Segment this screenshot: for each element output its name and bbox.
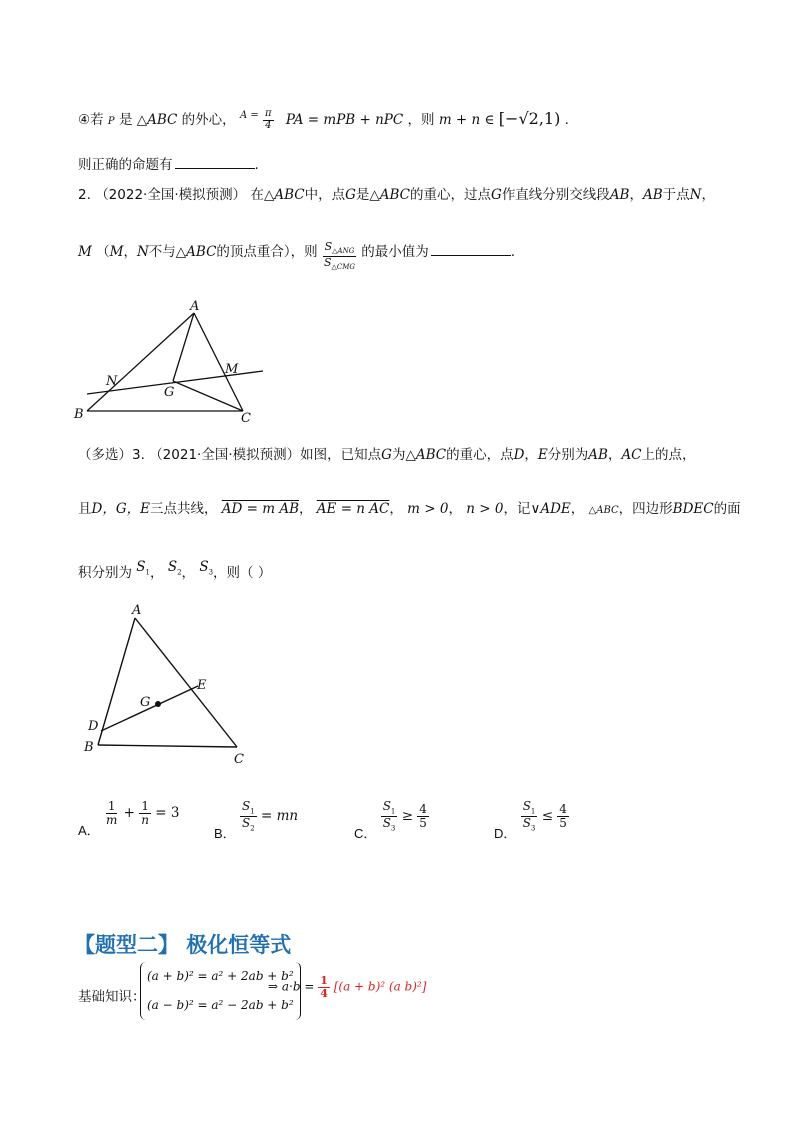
option-d-label: D． [494,826,517,842]
q2-text-e: 作直线分别交线段 [501,187,610,203]
option-a-frac1: $\frac{1}{m}$ [105,799,118,827]
q2-text-g: 不与 [148,244,176,260]
identity-sum: (a + b)² = a² + 2ab + b² [147,969,294,983]
q3-dge: D，G，E [91,501,150,517]
item4-circum: 的外心， [181,112,236,128]
side-bc-2 [98,745,237,747]
q3-text-g: 上的点， [641,447,696,463]
quarter-den: 4 [320,986,328,1000]
label-a: A [190,300,200,314]
m-plus-n: m + n ∈ [438,112,495,128]
q3-g: G [381,447,392,463]
section-title: 【题型二】 极化恒等式 [74,933,292,957]
option-b-frac: $\frac{S_1}{S_2}$ [241,799,255,833]
cond-n: n > 0 [466,501,504,517]
triangle-abc: △ABC [136,112,178,128]
vector-ad: AD = m AB [221,501,299,517]
s2: S [167,559,178,575]
q2-triangle-2: △ABC [369,187,411,203]
formula-lhs: ⇒ a·b = [268,979,315,994]
q2-g: G [345,187,356,203]
point-p: P [107,116,115,127]
vector-equation: PA = mPB + nPC [285,112,404,128]
option-d[interactable]: D． $\frac{S_1}{S_3}$ ≤ $\frac{4}{5}$ [494,799,567,842]
q3-line1 [78,443,696,463]
label-b-2: B [84,740,94,755]
q3-ac: AC [621,447,642,463]
q2-text-d: 的重心，过点 [410,187,492,203]
q2-end: . [510,244,516,260]
q2-source: （2022·全国·模拟预测） [95,187,247,203]
figure-triangle-ang [70,300,270,425]
triangle-ade: ∨ADE [530,501,571,517]
q2-number: 2. [78,187,91,203]
q2-ab: AB [609,187,630,203]
q2-triangle-3: △ABC [175,244,217,260]
label-d: D [88,719,99,734]
label-c: C [241,411,251,425]
pi-over-4 [263,109,274,131]
quarter-num: 1 [320,974,328,987]
s1-index: 1 [145,568,151,577]
label-a-2: A [132,603,142,618]
option-d-frac2: $\frac{4}{5}$ [559,802,567,830]
q3-text-l: 的面 [713,501,741,517]
item4-end: . [564,112,569,128]
s3: S [199,559,209,575]
option-b[interactable]: B． $\frac{S_1}{S_2}$ = mn [214,799,299,842]
frac-num-sub: △ANG [332,247,355,256]
label-c-2: C [234,752,244,767]
q2-line2 [78,240,515,271]
label-b: B [74,407,84,422]
q3-line3: 积分别为 $S_1$， $S_2$， $S_3$，则（ ） [78,559,272,581]
q3-text-c: 的重心，点 [446,447,514,463]
frac-den-sub: △CMG [331,262,355,271]
label-g-2: G [140,695,151,710]
q3-text-b: 为 [391,447,406,463]
s3-index: 3 [208,568,214,577]
q2-paren: （ [96,244,110,260]
item4-is: 是 [118,112,133,128]
conclusion-text: 则正确的命题有 [78,157,173,173]
q2-text-a: 在 [250,187,264,203]
four: 4 [265,119,272,131]
q2-answer-blank [431,243,511,256]
q3-text-k: 四边形 [632,501,673,517]
item-4 [78,108,569,131]
pi: π [265,108,272,119]
q3-text-d: ， [524,447,538,463]
q3-ab: AB [588,447,608,463]
q2-text-i: 的最小值为 [361,244,429,260]
label-g: G [164,385,175,400]
side-ab-2 [98,618,135,745]
option-c[interactable]: C． $\frac{S_1}{S_3}$ ≥ $\frac{4}{5}$ [354,799,427,842]
vector-ae: AE = n AC [316,501,390,517]
formula-rhs: [(a + b)² (a b)²] [333,979,427,994]
q2-comma-2: ， [701,187,715,203]
q3-triangle-2: △ABC [588,505,619,516]
s2-index: 2 [177,568,182,577]
conclusion-line [78,153,259,173]
q3-text-m: 积分别为 [78,565,132,581]
q2-line1 [78,183,715,203]
interval: [−√2,1) [498,109,561,128]
option-d-frac1: $\frac{S_1}{S_3}$ [522,799,536,833]
q3-source: （2021·全国·模拟预测） [149,447,301,463]
option-c-label: C． [354,826,377,842]
frac-den: S [323,255,332,269]
q3-text-f: ， [607,447,622,463]
line-gc [173,381,243,411]
option-c-frac1: $\frac{S_1}{S_3}$ [382,799,396,833]
q3-text-j: ，记 [503,501,531,517]
q2-m: M [78,244,92,260]
point-g [155,701,161,707]
basic-label: 基础知识： [78,989,146,1005]
q2-text-h: 的顶点重合），则 [216,244,318,260]
q2-n: N [689,187,702,203]
frac-num: S [324,240,333,253]
q3-line2: 且D，G，E三点共线， AD = m AB， AE = n AC， m > 0， n > 0，记∨ADE， △ABC，四边形BDEC的面 [78,501,741,517]
option-a-label: A． [78,823,100,839]
figure-triangle-ade [80,600,260,770]
polarization-formula [268,975,426,999]
option-a-frac2: $\frac{1}{n}$ [141,799,149,827]
q3-text-a: 如图，已知点 [300,447,382,463]
q3-text-e: 分别为 [547,447,589,463]
q2-text-b: 中，点 [304,187,346,203]
label-e: E [197,678,207,693]
s1: S [136,559,146,575]
quad-bdec: BDEC [672,501,714,517]
q2-comma-3: ， [123,244,137,260]
q3-text-i: 三点共线， [149,501,218,517]
label-n: N [106,374,118,389]
q2-ab-2: AB [642,187,663,203]
answer-blank [175,156,255,169]
q3-tag: （多选）3. [78,447,145,463]
conclusion-end: . [254,157,259,173]
q3-triangle: △ABC [405,447,447,463]
cond-m: m > 0 [407,501,449,517]
area-ratio [322,241,357,271]
side-ab [87,313,194,411]
label-m: M [225,362,239,377]
q3-text-h: 且 [78,501,92,517]
option-b-label: B． [214,826,236,842]
angle-a: A = [239,110,259,121]
q2-g-2: G [491,187,502,203]
side-ac-2 [135,618,237,747]
item4-prefix: ④若 [78,112,104,128]
q2-comma: ， [629,187,643,203]
q3-d: D [513,447,525,463]
q3-e: E [537,447,548,463]
identity-diff: (a − b)² = a² − 2ab + b² [147,998,294,1012]
q2-triangle: △ABC [263,187,305,203]
one-quarter [318,975,330,999]
q2-text-f: 于点 [662,187,690,203]
q2-n-2: N [136,244,149,260]
q3-text-n: ，则（ ） [213,565,272,581]
option-a[interactable]: A． $\frac{1}{m}$ + $\frac{1}{n}$ = 3 [78,799,180,839]
q2-text-c: 是 [355,187,370,203]
item4-then: ，则 [407,112,435,128]
option-c-frac2: $\frac{4}{5}$ [419,802,427,830]
q2-m-2: M [109,244,124,260]
